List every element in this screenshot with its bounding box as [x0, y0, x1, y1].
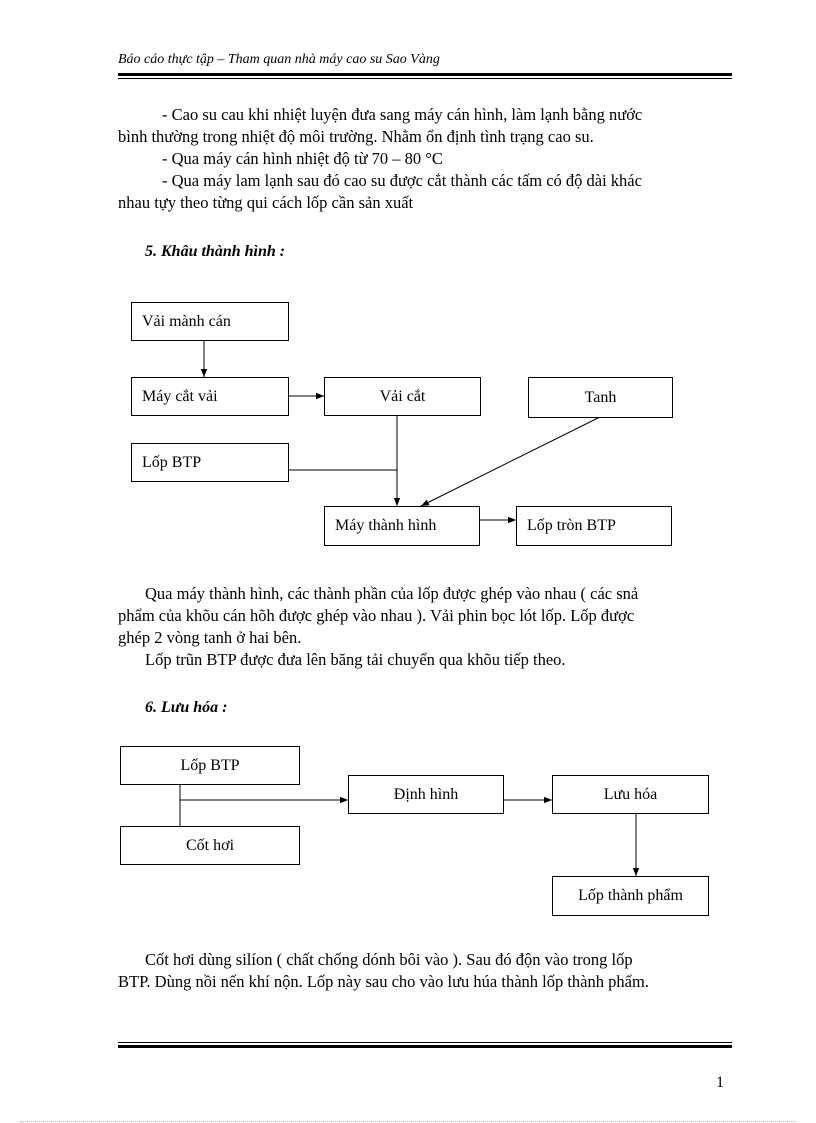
box-vai-cat: Vải cắt [324, 377, 481, 416]
box-vai-manh-can: Vải mành cán [131, 302, 289, 341]
box-luu-hoa: Lưu hóa [552, 775, 709, 814]
section-5-line-3: ghép 2 vòng tanh ở hai bên. [118, 628, 302, 647]
section-6-line-2: BTP. Dùng nồi nến khí nộn. Lốp này sau cho vào lưu húa thành lốp thành phẩm. [118, 972, 649, 991]
box-lop-btp-2: Lốp BTP [120, 746, 300, 785]
box-tanh: Tanh [528, 377, 673, 418]
intro-line-4: - Qua máy lam lạnh sau đó cao su được cắt thành các tấm có độ dài khác [162, 171, 642, 190]
intro-paragraph [118, 104, 733, 214]
section-6-heading: 6. Lưu hóa : [145, 699, 228, 716]
box-may-cat-vai: Máy cắt vải [131, 377, 289, 416]
box-may-thanh-hinh: Máy thành hình [324, 506, 480, 546]
intro-line-5: nhau tựy theo từng qui cách lốp cần sản xuất [118, 193, 414, 212]
box-cot-hoi: Cốt hơi [120, 826, 300, 865]
section-5-line-4: Lốp trũn BTP được đưa lên băng tải chuyển qua khõu tiếp theo. [145, 650, 566, 669]
page-edge-dotted [20, 1121, 796, 1122]
box-lop-thanh-pham: Lốp thành phẩm [552, 876, 709, 916]
intro-line-3: - Qua máy cán hình nhiệt độ từ 70 – 80 °C [162, 149, 443, 168]
page-number: 1 [716, 1074, 724, 1091]
intro-line-2: bình thường trong nhiệt độ môi trường. Nhằm ổn định tình trạng cao su. [118, 127, 594, 146]
box-lop-tron-btp: Lốp tròn BTP [516, 506, 672, 546]
section-6-line-1: Cốt hơi dùng silíon ( chất chống dónh bôi vào ). Sau đó độn vào trong lốp [145, 950, 633, 969]
section-5-line-2: phẩm của khõu cán hõh được ghép vào nhau ). Vải phin bọc lót lốp. Lốp được [118, 606, 635, 625]
section-5-heading: 5. Khâu thành hình : [145, 243, 286, 260]
section-6-paragraph [118, 949, 733, 993]
arrow-tanh-to-maythanh [421, 417, 600, 506]
box-lop-btp: Lốp BTP [131, 443, 289, 482]
header-rule-thick [118, 73, 732, 76]
section-5-line-1: Qua máy thành hình, các thành phần của lốp được ghép vào nhau ( các snả [145, 584, 639, 603]
section-5-paragraph [118, 583, 733, 671]
footer-rule-thick [118, 1045, 732, 1048]
running-header: Báo cáo thực tập – Tham quan nhà máy cao su Sao Vàng [118, 52, 440, 67]
header-rule-thin [118, 78, 732, 79]
box-dinh-hinh: Định hình [348, 775, 504, 814]
intro-line-1: - Cao su cau khi nhiệt luyện đưa sang máy cán hình, làm lạnh bằng nước [162, 105, 643, 124]
footer-rule-thin [118, 1042, 732, 1043]
